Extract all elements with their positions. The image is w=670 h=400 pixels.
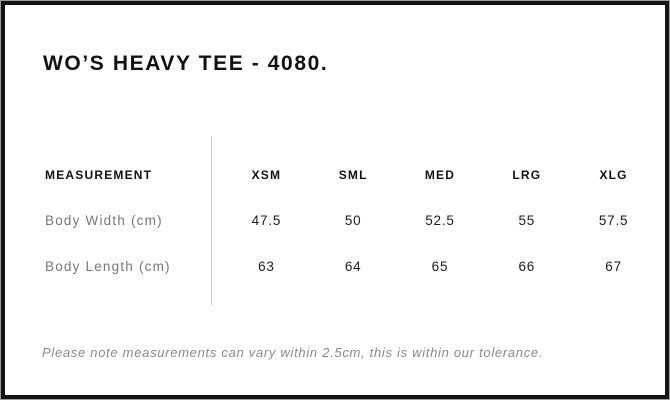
column-header-measurement: MEASUREMENT — [45, 168, 153, 182]
body-width-xsm: 47.5 — [251, 212, 282, 228]
column-header-med: MED — [424, 168, 456, 182]
body-length-sml: 64 — [344, 258, 362, 274]
body-width-sml: 50 — [344, 212, 362, 228]
body-length-med: 65 — [431, 258, 449, 274]
tolerance-note: Please note measurements can vary within 2.5cm, this is within our tolerance. — [42, 345, 544, 360]
body-length-lrg: 66 — [518, 258, 536, 274]
body-width-xlg: 57.5 — [598, 212, 629, 228]
column-header-sml: SML — [338, 168, 368, 182]
size-chart-table — [45, 153, 657, 289]
column-header-lrg: LRG — [512, 168, 542, 182]
row-label-body-length: Body Length (cm) — [45, 258, 171, 274]
row-label-body-width: Body Width (cm) — [45, 212, 163, 228]
column-header-xlg: XLG — [599, 168, 628, 182]
body-length-xsm: 63 — [258, 258, 275, 274]
column-header-xsm: XSM — [251, 168, 282, 182]
body-width-lrg: 55 — [518, 212, 536, 228]
body-length-xlg: 67 — [605, 258, 622, 274]
size-guide-panel — [1, 1, 669, 399]
page-title: WO’S HEAVY TEE - 4080. — [43, 52, 329, 75]
body-width-med: 52.5 — [425, 212, 455, 228]
